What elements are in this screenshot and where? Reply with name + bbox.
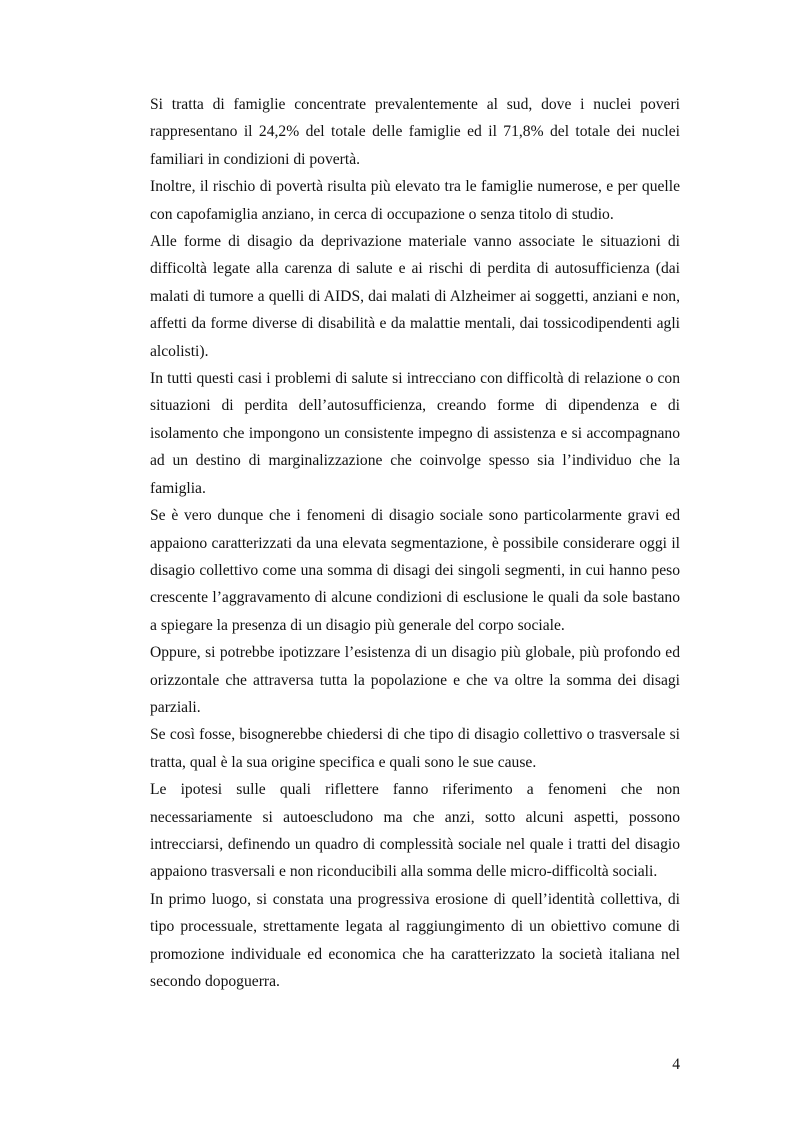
- paragraph: Se è vero dunque che i fenomeni di disagio sociale sono particolarmente gravi ed appaiono caratterizzati da una elevata segmentazione, è possibile considerare oggi il disagio collettivo come una somma di disagi dei singoli segmenti, in cui hanno peso crescente l’aggravamento di alcune condizioni di esclusione le quali da sole bastano a spiegare la presenza di un disagio più generale del corpo sociale.: [150, 507, 680, 634]
- paragraph: In primo luogo, si constata una progressiva erosione di quell’identità collettiva, di tipo processuale, strettamente legata al raggiungimento di un obiettivo comune di promozione individuale ed economica che ha caratterizzato la società italiana nel secondo dopoguerra.: [150, 890, 680, 990]
- paragraph: Alle forme di disagio da deprivazione materiale vanno associate le situazioni di difficoltà legate alla carenza di salute e ai rischi di perdita di autosufficienza (dai malati di tumore a quelli di AIDS, dai malati di Alzheimer ai soggetti, anziani e non, affetti da forme diverse di disabilità e da malattie mentali, dai tossicodipendenti agli alcolisti).: [150, 233, 680, 360]
- paragraph: Oppure, si potrebbe ipotizzare l’esistenza di un disagio più globale, più profondo ed orizzontale che attraversa tutta la popolazione e che va oltre la somma dei disagi parziali.: [150, 644, 680, 716]
- paragraph: Le ipotesi sulle quali riflettere fanno riferimento a fenomeni che non necessariamente si autoescludono ma che anzi, sotto alcuni aspetti, possono intrecciarsi, definendo un quadro di complessità sociale nel quale i tratti del disagio appaiono trasversali e non riconducibili alla somma delle micro-difficoltà sociali.: [150, 781, 680, 881]
- paragraph: Si tratta di famiglie concentrate prevalentemente al sud, dove i nuclei poveri rappresentano il 24,2% del totale delle famiglie ed il 71,8% del totale dei nuclei familiari in condizioni di povertà.: [150, 96, 680, 168]
- paragraph: Inoltre, il rischio di povertà risulta più elevato tra le famiglie numerose, e per quelle con capofamiglia anziano, in cerca di occupazione o senza titolo di studio.: [150, 178, 680, 223]
- page-number: 4: [672, 1056, 680, 1073]
- paragraph: In tutti questi casi i problemi di salute si intrecciano con difficoltà di relazione o con situazioni di perdita dell’autosufficienza, creando forme di dipendenza e di isolamento che impongono un consistente impegno di assistenza e si accompagnano ad un destino di marginalizzazione che coinvolge spesso sia l’individuo che la famiglia.: [150, 370, 680, 497]
- paragraph: Se così fosse, bisognerebbe chiedersi di che tipo di disagio collettivo o trasversale si tratta, qual è la sua origine specifica e quali sono le sue cause.: [150, 726, 680, 771]
- document-body: [150, 91, 680, 995]
